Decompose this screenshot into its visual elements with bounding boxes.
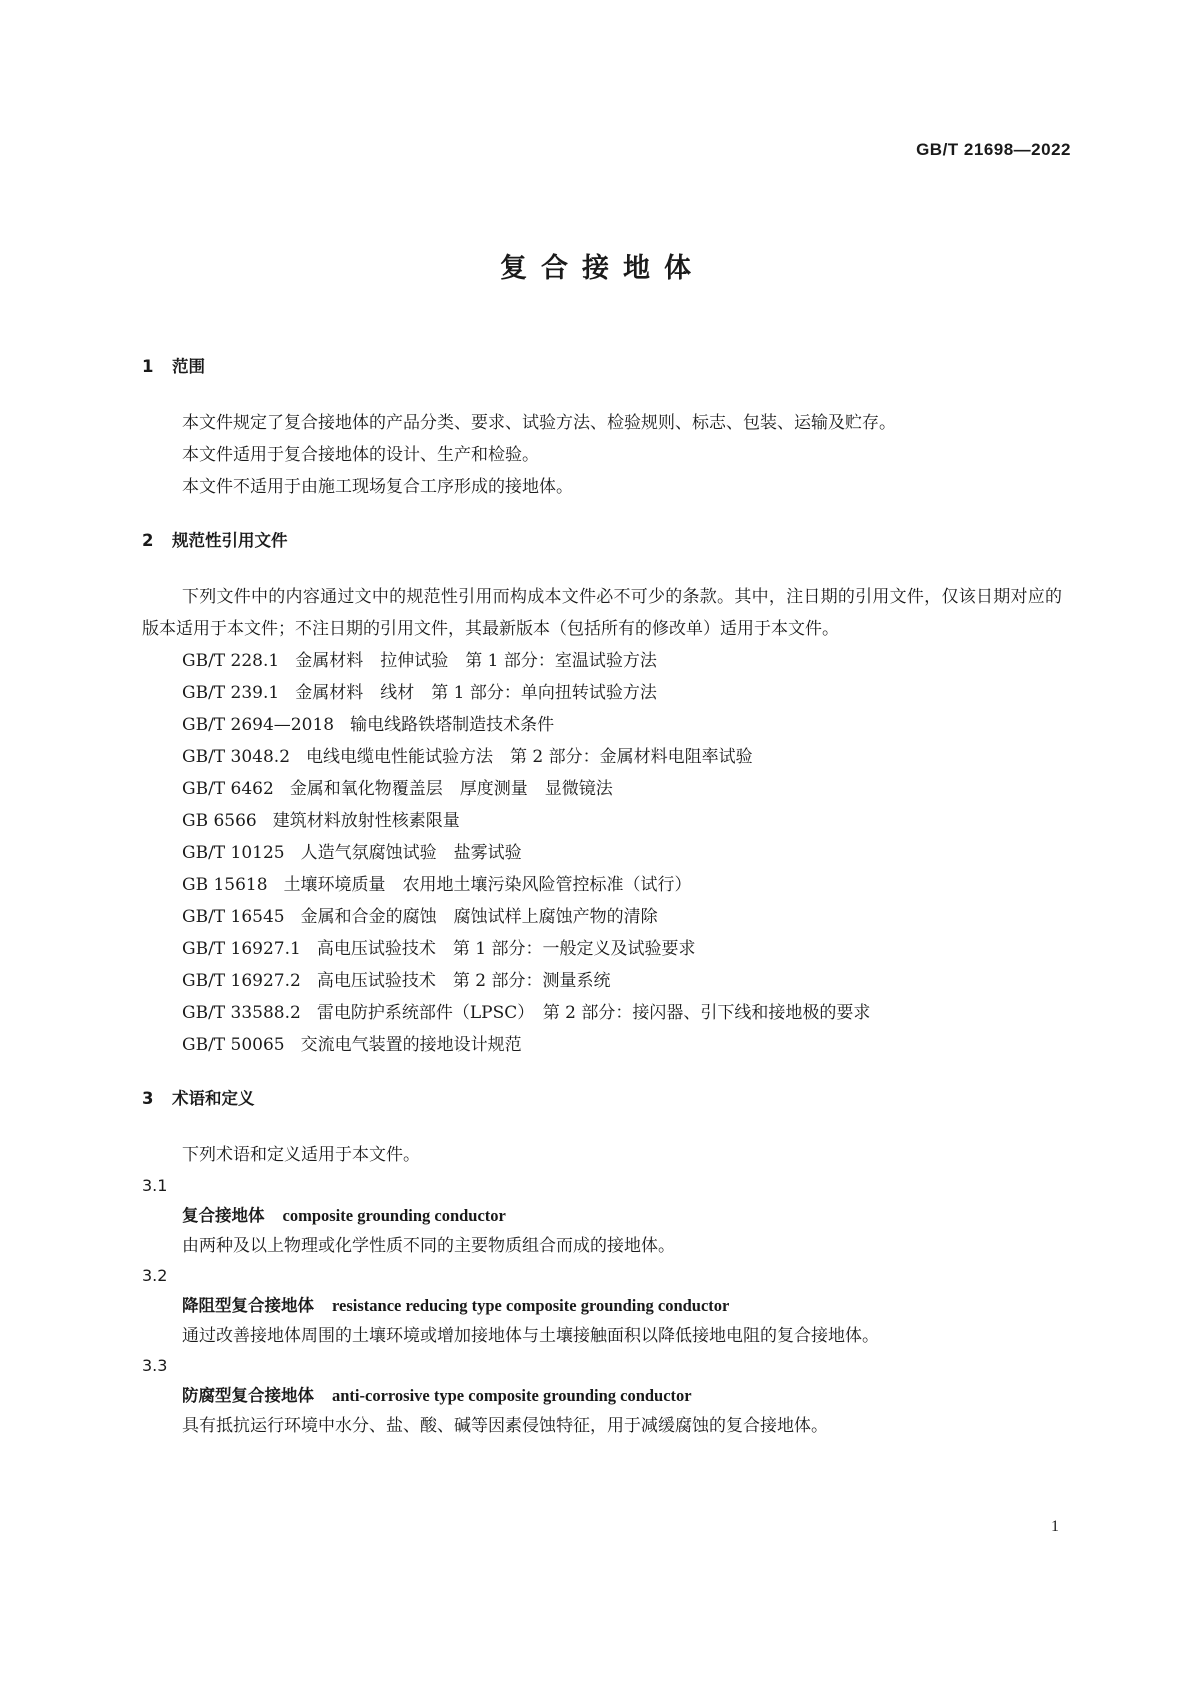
- term-heading: [142, 1291, 1062, 1321]
- reference-code: GB/T 10125: [182, 843, 285, 863]
- reference-list: [142, 645, 1062, 1061]
- reference-title: 金属和氧化物覆盖层 厚度测量 显微镜法: [289, 779, 613, 799]
- reference-title: 土壤环境质量 农用地土壤污染风险管控标准（试行）: [283, 875, 692, 895]
- term-chinese: 复合接地体: [182, 1206, 265, 1225]
- reference-code: GB/T 16545: [182, 907, 285, 927]
- list-item: [142, 901, 1062, 933]
- document-body: [142, 355, 1062, 1441]
- list-item: [142, 805, 1062, 837]
- term-chinese: 防腐型复合接地体: [182, 1386, 314, 1405]
- term-number: 3.3: [142, 1356, 168, 1375]
- reference-title: 电线电缆电性能试验方法 第 2 部分：金属材料电阻率试验: [306, 747, 753, 767]
- reference-code: GB/T 33588.2: [182, 1003, 301, 1023]
- list-item: [142, 837, 1062, 869]
- list-item: [142, 1029, 1062, 1061]
- list-item: [142, 965, 1062, 997]
- reference-code: GB/T 16927.2: [182, 971, 301, 991]
- section-heading-normative-references: [142, 529, 1062, 553]
- term-definition: 由两种及以上物理或化学性质不同的主要物质组合而成的接地体。: [182, 1236, 675, 1256]
- section-heading-scope: [142, 355, 1062, 379]
- list-item: [142, 709, 1062, 741]
- section-title: 术语和定义: [172, 1089, 255, 1108]
- reference-title: 交流电气装置的接地设计规范: [300, 1035, 522, 1055]
- reference-code: GB 6566: [182, 811, 257, 831]
- list-item: [142, 645, 1062, 677]
- section-number: 2: [142, 531, 154, 550]
- reference-title: 金属材料 线材 第 1 部分：单向扭转试验方法: [295, 683, 657, 703]
- page-number: 1: [1051, 1518, 1059, 1535]
- reference-title: 雷电防护系统部件（LPSC） 第 2 部分：接闪器、引下线和接地极的要求: [316, 1003, 871, 1023]
- reference-code: GB/T 16927.1: [182, 939, 301, 959]
- section-heading-terms: [142, 1087, 1062, 1111]
- section-title: 规范性引用文件: [172, 531, 288, 550]
- reference-title: 人造气氛腐蚀试验 盐雾试验: [300, 843, 522, 863]
- term-number: 3.2: [142, 1266, 168, 1285]
- reference-title: 输电线路铁塔制造技术条件: [350, 715, 555, 735]
- reference-code: GB/T 228.1: [182, 651, 280, 671]
- paragraph: 本文件规定了复合接地体的产品分类、要求、试验方法、检验规则、标志、包装、运输及贮存。: [182, 413, 896, 433]
- paragraph: 本文件不适用于由施工现场复合工序形成的接地体。: [182, 477, 573, 497]
- list-item: [142, 773, 1062, 805]
- list-item: [142, 677, 1062, 709]
- term-english: anti-corrosive type composite grounding conductor: [332, 1386, 692, 1405]
- reference-code: GB/T 3048.2: [182, 747, 291, 767]
- reference-title: 金属和合金的腐蚀 腐蚀试样上腐蚀产物的清除: [300, 907, 658, 927]
- list-item: [142, 997, 1062, 1029]
- reference-title: 建筑材料放射性核素限量: [272, 811, 460, 831]
- term-english: composite grounding conductor: [282, 1206, 506, 1225]
- reference-title: 高电压试验技术 第 1 部分：一般定义及试验要求: [316, 939, 696, 959]
- reference-title: 金属材料 拉伸试验 第 1 部分：室温试验方法: [295, 651, 657, 671]
- list-item: [142, 933, 1062, 965]
- paragraph: 本文件适用于复合接地体的设计、生产和检验。: [182, 445, 539, 465]
- reference-title: 高电压试验技术 第 2 部分：测量系统: [316, 971, 611, 991]
- reference-code: GB/T 239.1: [182, 683, 280, 703]
- list-item: [142, 741, 1062, 773]
- term-heading: [142, 1201, 1062, 1231]
- term-number: 3.1: [142, 1176, 168, 1195]
- term-entry: [142, 1261, 1062, 1351]
- reference-code: GB/T 50065: [182, 1035, 285, 1055]
- section-number: 1: [142, 357, 154, 376]
- reference-code: GB/T 2694—2018: [182, 715, 335, 735]
- reference-code: GB 15618: [182, 875, 268, 895]
- paragraph-intro: 下列术语和定义适用于本文件。: [182, 1145, 420, 1165]
- term-chinese: 降阻型复合接地体: [182, 1296, 314, 1315]
- standard-number: GB/T 21698—2022: [916, 140, 1071, 159]
- section-number: 3: [142, 1089, 154, 1108]
- paragraph-intro: 下列文件中的内容通过文中的规范性引用而构成本文件必不可少的条款。其中，注日期的引用文件，仅该日期对应的版本适用于本文件；不注日期的引用文件，其最新版本（包括所有的修改单）适用于本文件。: [142, 587, 1062, 639]
- term-definition: 通过改善接地体周围的土壤环境或增加接地体与土壤接触面积以降低接地电阻的复合接地体。: [182, 1326, 879, 1346]
- term-heading: [142, 1381, 1062, 1411]
- term-entry: [142, 1171, 1062, 1261]
- term-entry: [142, 1351, 1062, 1441]
- term-english: resistance reducing type composite grounding conductor: [332, 1296, 730, 1315]
- document-title: 复合接地体: [500, 253, 705, 284]
- reference-code: GB/T 6462: [182, 779, 274, 799]
- section-title: 范围: [172, 357, 205, 376]
- list-item: [142, 869, 1062, 901]
- term-definition: 具有抵抗运行环境中水分、盐、酸、碱等因素侵蚀特征，用于减缓腐蚀的复合接地体。: [182, 1416, 828, 1436]
